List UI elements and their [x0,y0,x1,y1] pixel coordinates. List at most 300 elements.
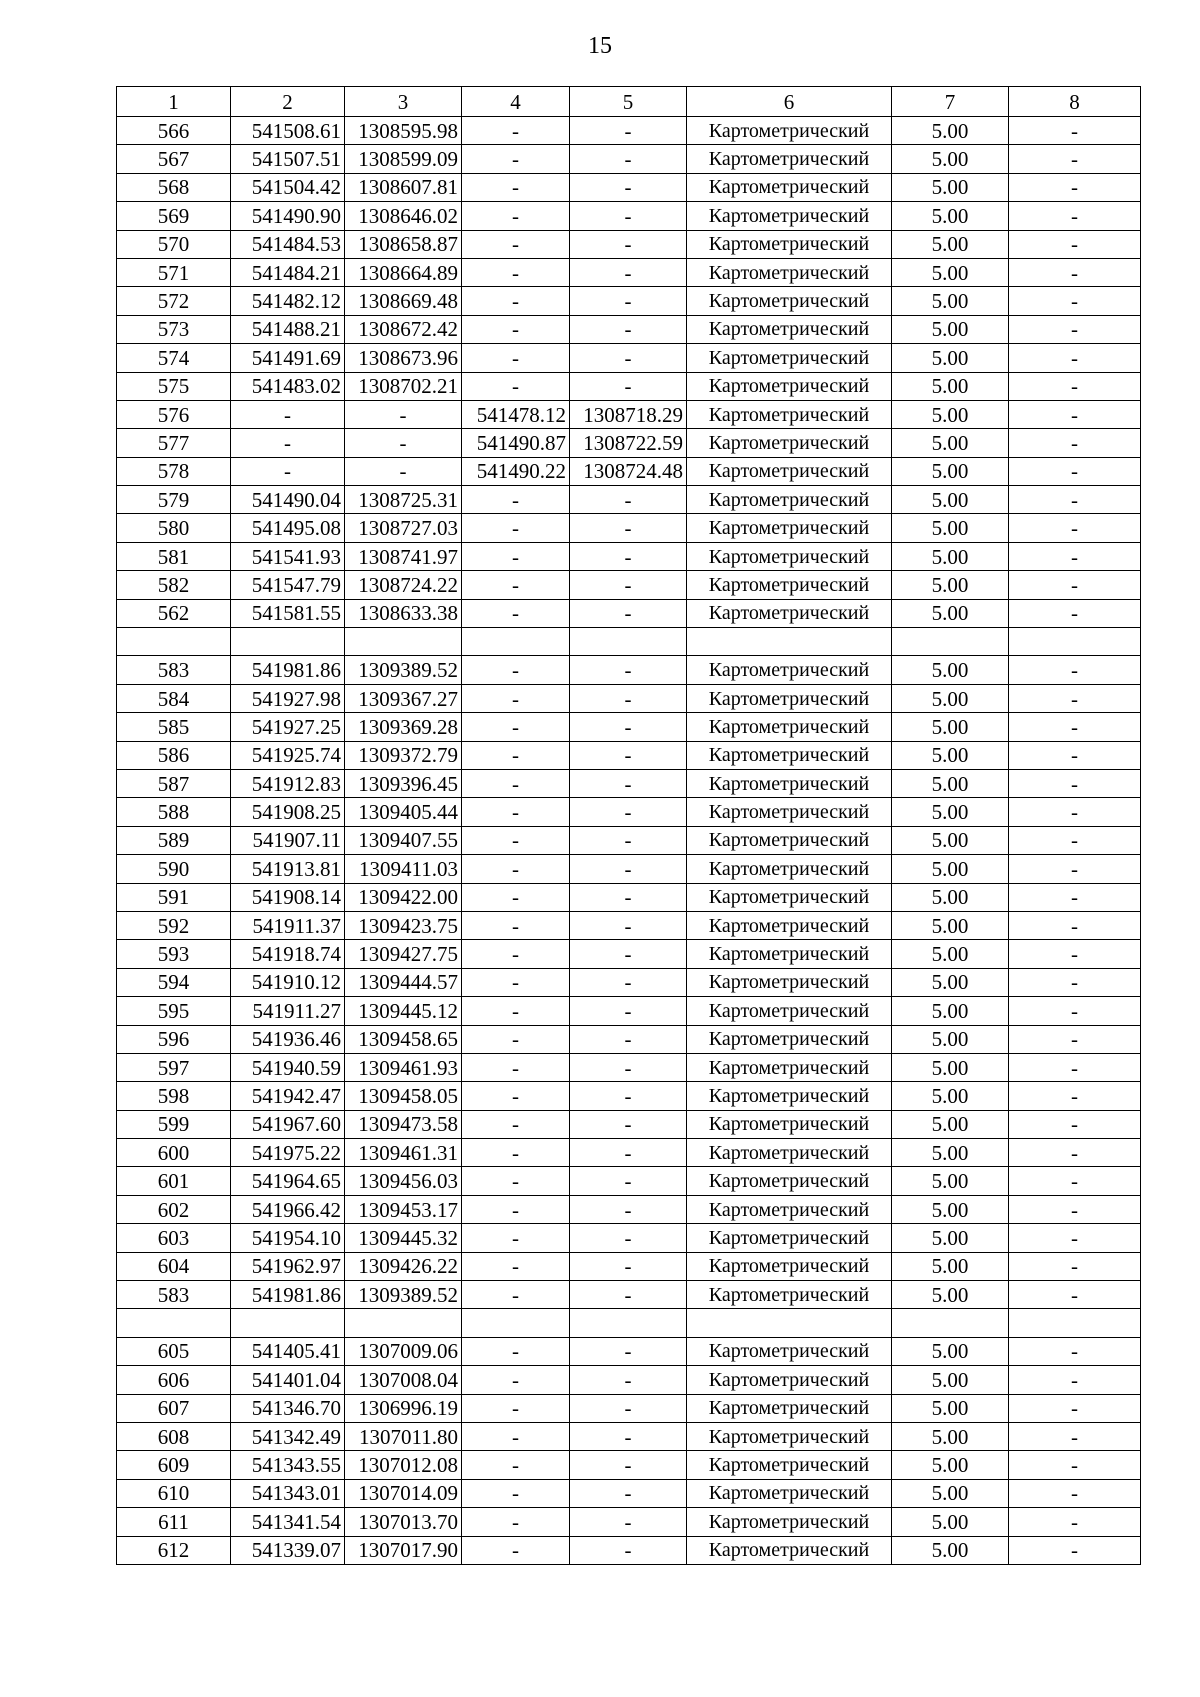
table-cell-col-3: 1308633.38 [345,599,462,627]
table-cell-col-4: - [462,315,570,343]
table-row [117,599,1141,627]
table-cell-col-8: - [1009,1110,1141,1138]
table-cell-col-8: - [1009,1508,1141,1536]
table-row [117,457,1141,485]
table-cell-col-8: - [1009,940,1141,968]
table-cell-col-8: - [1009,1082,1141,1110]
table-cell-col-7: 5.00 [892,826,1009,854]
table-cell-col-5: - [570,1252,687,1280]
table-cell-col-2: 541911.27 [231,997,345,1025]
table-cell-col-4: - [462,741,570,769]
table-row [117,258,1141,286]
table-cell-col-3: 1309473.58 [345,1110,462,1138]
table-cell-col-2: 541966.42 [231,1195,345,1223]
table-row [117,344,1141,372]
table-cell-col-3: 1309445.12 [345,997,462,1025]
table-cell-col-3 [345,628,462,656]
table-cell-col-2: 541954.10 [231,1224,345,1252]
table-cell-col-2: 541547.79 [231,571,345,599]
table-row [117,1366,1141,1394]
table-row [117,769,1141,797]
table-cell-col-6: Картометрический [687,344,892,372]
table-row [117,883,1141,911]
table-cell-col-5: - [570,258,687,286]
table-cell-col-1: 569 [117,202,231,230]
table-cell-col-4: 541490.22 [462,457,570,485]
table-cell-col-5: 1308718.29 [570,400,687,428]
table-row [117,741,1141,769]
table-cell-col-4: - [462,230,570,258]
table-cell-col-1: 601 [117,1167,231,1195]
table-cell-col-5: - [570,1337,687,1365]
table-cell-col-4: - [462,1139,570,1167]
table-row [117,315,1141,343]
table-cell-col-8: - [1009,202,1141,230]
table-cell-col-8: - [1009,145,1141,173]
table-row [117,1422,1141,1450]
table-cell-col-8: - [1009,599,1141,627]
table-row [117,1536,1141,1564]
table-cell-col-7: 5.00 [892,1167,1009,1195]
table-cell-col-7 [892,628,1009,656]
table-cell-col-6: Картометрический [687,1281,892,1309]
table-row [117,1082,1141,1110]
table-cell-col-1: 572 [117,287,231,315]
table-cell-col-8: - [1009,1536,1141,1564]
table-cell-col-4: - [462,1337,570,1365]
table-row [117,287,1141,315]
table-cell-col-5: - [570,117,687,145]
table-row [117,230,1141,258]
table-cell-col-5: - [570,514,687,542]
table-cell-col-7: 5.00 [892,769,1009,797]
table-cell-col-3: 1307012.08 [345,1451,462,1479]
table-cell-col-8: - [1009,1224,1141,1252]
table-cell-col-4: - [462,1451,570,1479]
table-cell-col-1: 582 [117,571,231,599]
table-cell-col-4: - [462,372,570,400]
table-row [117,514,1141,542]
table-cell-col-3: 1308702.21 [345,372,462,400]
table-cell-col-3: 1307017.90 [345,1536,462,1564]
table-cell-col-8 [1009,1309,1141,1337]
table-cell-col-8: - [1009,1252,1141,1280]
table-cell-col-7: 5.00 [892,1224,1009,1252]
table-cell-col-1: 598 [117,1082,231,1110]
table-cell-col-4: - [462,571,570,599]
table-row [117,486,1141,514]
table-cell-col-3: 1306996.19 [345,1394,462,1422]
table-cell-col-2: 541482.12 [231,287,345,315]
table-cell-col-8: - [1009,713,1141,741]
table-cell-col-3: 1309407.55 [345,826,462,854]
table-cell-col-6: Картометрический [687,315,892,343]
table-cell-col-8: - [1009,429,1141,457]
table-cell-col-3: 1309453.17 [345,1195,462,1223]
table-cell-col-1: 566 [117,117,231,145]
table-cell-col-6: Картометрический [687,173,892,201]
table-cell-col-4: - [462,1366,570,1394]
table-cell-col-2: 541940.59 [231,1053,345,1081]
table-cell-col-1: 571 [117,258,231,286]
table-cell-col-1: 589 [117,826,231,854]
table-cell-col-4: 541478.12 [462,400,570,428]
table-cell-col-6: Картометрический [687,741,892,769]
table-cell-col-6: Картометрический [687,1195,892,1223]
table-cell-col-4: - [462,1167,570,1195]
table-cell-col-6: Картометрический [687,1025,892,1053]
table-cell-col-2: 541405.41 [231,1337,345,1365]
table-cell-col-1: 585 [117,713,231,741]
table-cell-col-3: - [345,457,462,485]
column-header-4: 4 [462,87,570,117]
table-cell-col-8: - [1009,741,1141,769]
table-cell-col-6: Картометрический [687,1422,892,1450]
table-cell-col-7: 5.00 [892,883,1009,911]
table-cell-col-7: 5.00 [892,1110,1009,1138]
table-row [117,656,1141,684]
table-cell-col-8: - [1009,826,1141,854]
table-cell-col-2: 541967.60 [231,1110,345,1138]
table-cell-col-3: 1308673.96 [345,344,462,372]
table-cell-col-8: - [1009,542,1141,570]
table-cell-col-8: - [1009,1281,1141,1309]
table-cell-col-3: 1309372.79 [345,741,462,769]
table-cell-col-2: 541911.37 [231,911,345,939]
table-cell-col-7: 5.00 [892,684,1009,712]
table-cell-col-2: 541912.83 [231,769,345,797]
table-cell-col-7: 5.00 [892,656,1009,684]
table-cell-col-7: 5.00 [892,514,1009,542]
table-row [117,968,1141,996]
table-cell-col-1: 590 [117,855,231,883]
table-cell-col-4: - [462,1508,570,1536]
table-cell-col-2: 541491.69 [231,344,345,372]
table-cell-col-4: - [462,883,570,911]
table-cell-col-2: 541490.90 [231,202,345,230]
table-cell-col-5: - [570,997,687,1025]
table-cell-col-4: - [462,1536,570,1564]
table-cell-col-5: - [570,968,687,996]
table-cell-col-7: 5.00 [892,145,1009,173]
table-cell-col-7: 5.00 [892,1422,1009,1450]
table-cell-col-5: - [570,571,687,599]
table-cell-col-5: - [570,542,687,570]
table-cell-col-5: - [570,826,687,854]
table-cell-col-4: - [462,117,570,145]
table-cell-col-7: 5.00 [892,400,1009,428]
table-cell-col-1: 605 [117,1337,231,1365]
table-cell-col-7: 5.00 [892,798,1009,826]
table-cell-col-7: 5.00 [892,968,1009,996]
table-cell-col-6: Картометрический [687,855,892,883]
table-cell-col-7 [892,1309,1009,1337]
table-cell-col-5: - [570,1451,687,1479]
table-cell-col-3: 1308724.22 [345,571,462,599]
table-cell-col-7: 5.00 [892,1139,1009,1167]
table-cell-col-6: Картометрический [687,1252,892,1280]
table-cell-col-1: 584 [117,684,231,712]
table-cell-col-8: - [1009,1195,1141,1223]
table-cell-col-2: 541484.21 [231,258,345,286]
table-cell-col-1: 576 [117,400,231,428]
table-cell-col-2: 541927.25 [231,713,345,741]
table-row [117,202,1141,230]
table-cell-col-1: 597 [117,1053,231,1081]
table-cell-col-3: 1308658.87 [345,230,462,258]
table-cell-col-8: - [1009,372,1141,400]
table-cell-col-1: 587 [117,769,231,797]
table-cell-col-2: 541401.04 [231,1366,345,1394]
table-cell-col-4: - [462,769,570,797]
table-cell-col-4: - [462,599,570,627]
table-row [117,1167,1141,1195]
table-cell-col-3 [345,1309,462,1337]
table-cell-col-4: - [462,1252,570,1280]
table-cell-col-2: 541346.70 [231,1394,345,1422]
table-cell-col-6: Картометрический [687,457,892,485]
table-cell-col-1: 583 [117,1281,231,1309]
table-cell-col-4: - [462,1025,570,1053]
table-cell-col-1: 610 [117,1479,231,1507]
table-cell-col-8: - [1009,230,1141,258]
table-cell-col-5: - [570,1281,687,1309]
table-cell-col-2: 541483.02 [231,372,345,400]
table-cell-col-8: - [1009,798,1141,826]
table-cell-col-7: 5.00 [892,855,1009,883]
table-row [117,145,1141,173]
table-row [117,1508,1141,1536]
table-cell-col-7: 5.00 [892,599,1009,627]
table-cell-col-1: 603 [117,1224,231,1252]
table-cell-col-4: - [462,1422,570,1450]
table-cell-col-3: 1309369.28 [345,713,462,741]
table-row [117,429,1141,457]
table-cell-col-2: 541962.97 [231,1252,345,1280]
table-row [117,1337,1141,1365]
table-row [117,1025,1141,1053]
table-cell-col-4: - [462,968,570,996]
table-cell-col-2: 541918.74 [231,940,345,968]
table-cell-col-2: 541541.93 [231,542,345,570]
column-header-2: 2 [231,87,345,117]
table-cell-col-6: Картометрический [687,145,892,173]
table-cell-col-3: 1309423.75 [345,911,462,939]
table-cell-col-5: - [570,486,687,514]
table-cell-col-7: 5.00 [892,1394,1009,1422]
table-cell-col-4: - [462,1394,570,1422]
table-cell-col-6: Картометрический [687,1082,892,1110]
table-cell-col-2: 541910.12 [231,968,345,996]
table-cell-col-5 [570,628,687,656]
table-cell-col-3: - [345,400,462,428]
table-cell-col-8: - [1009,1053,1141,1081]
table-cell-col-2: 541490.04 [231,486,345,514]
table-cell-col-4: - [462,1195,570,1223]
table-row [117,1053,1141,1081]
table-cell-col-1: 595 [117,997,231,1025]
table-row [117,400,1141,428]
table-cell-col-8: - [1009,1337,1141,1365]
table-cell-col-4: - [462,173,570,201]
table-cell-col-1 [117,628,231,656]
table-cell-col-2: 541927.98 [231,684,345,712]
table-cell-col-2: 541495.08 [231,514,345,542]
table-cell-col-1: 604 [117,1252,231,1280]
table-row [117,1252,1141,1280]
table-row [117,1139,1141,1167]
table-cell-col-3: 1308599.09 [345,145,462,173]
table-cell-col-5: - [570,713,687,741]
table-cell-col-5: - [570,1366,687,1394]
table-cell-col-4: - [462,1479,570,1507]
table-row [117,798,1141,826]
table-cell-col-7: 5.00 [892,117,1009,145]
table-cell-col-8: - [1009,1366,1141,1394]
table-cell-col-5: - [570,1110,687,1138]
table-cell-col-7: 5.00 [892,457,1009,485]
table-cell-col-1: 607 [117,1394,231,1422]
table-cell-col-2: 541343.55 [231,1451,345,1479]
table-cell-col-5: - [570,798,687,826]
table-cell-col-8: - [1009,656,1141,684]
table-cell-col-4: - [462,1224,570,1252]
table-cell-col-5: - [570,855,687,883]
table-cell-col-5: - [570,1053,687,1081]
table-cell-col-2: 541913.81 [231,855,345,883]
table-cell-col-5: - [570,1508,687,1536]
table-cell-col-8: - [1009,1394,1141,1422]
table-row [117,826,1141,854]
table-row [117,571,1141,599]
table-cell-col-3: 1307008.04 [345,1366,462,1394]
table-cell-col-6: Картометрический [687,1224,892,1252]
table-cell-col-1: 574 [117,344,231,372]
table-cell-col-3: 1309396.45 [345,769,462,797]
table-cell-col-2: 541964.65 [231,1167,345,1195]
table-cell-col-4: - [462,1281,570,1309]
table-cell-col-3: 1308664.89 [345,258,462,286]
table-cell-col-1: 581 [117,542,231,570]
table-cell-col-6: Картометрический [687,1366,892,1394]
table-cell-col-7: 5.00 [892,1252,1009,1280]
table-cell-col-3: 1308607.81 [345,173,462,201]
table-row [117,542,1141,570]
table-cell-col-5: - [570,599,687,627]
table-cell-col-6: Картометрический [687,1508,892,1536]
table-cell-col-8: - [1009,287,1141,315]
table-cell-col-4: - [462,258,570,286]
table-cell-col-6: Картометрический [687,599,892,627]
table-cell-col-6: Картометрический [687,911,892,939]
table-cell-col-7: 5.00 [892,372,1009,400]
table-cell-col-3: 1308672.42 [345,315,462,343]
table-cell-col-5: - [570,145,687,173]
table-cell-col-2: 541581.55 [231,599,345,627]
table-cell-col-6 [687,1309,892,1337]
table-cell-col-7: 5.00 [892,940,1009,968]
table-cell-col-8: - [1009,1025,1141,1053]
table-cell-col-6: Картометрический [687,1479,892,1507]
table-cell-col-8: - [1009,1167,1141,1195]
table-cell-col-7: 5.00 [892,429,1009,457]
table-cell-col-1: 599 [117,1110,231,1138]
table-cell-col-6: Картометрический [687,542,892,570]
table-cell-col-2: 541936.46 [231,1025,345,1053]
table-cell-col-3: 1309461.31 [345,1139,462,1167]
table-cell-col-7: 5.00 [892,1508,1009,1536]
table-cell-col-6: Картометрический [687,287,892,315]
table-cell-col-6: Картометрический [687,1110,892,1138]
table-cell-col-6: Картометрический [687,826,892,854]
table-cell-col-6: Картометрический [687,1451,892,1479]
table-cell-col-3: 1309444.57 [345,968,462,996]
table-cell-col-4: - [462,202,570,230]
table-cell-col-7: 5.00 [892,258,1009,286]
table-cell-col-1: 596 [117,1025,231,1053]
table-cell-col-4: - [462,911,570,939]
table-cell-col-3: 1309445.32 [345,1224,462,1252]
table-cell-col-3: 1307014.09 [345,1479,462,1507]
table-cell-col-6: Картометрический [687,1337,892,1365]
table-cell-col-5: - [570,1479,687,1507]
table-cell-col-5: - [570,911,687,939]
table-cell-col-1: 612 [117,1536,231,1564]
table-row [117,1394,1141,1422]
table-cell-col-4: - [462,656,570,684]
table-cell-col-1: 600 [117,1139,231,1167]
table-cell-col-7: 5.00 [892,173,1009,201]
table-cell-col-3: 1309389.52 [345,1281,462,1309]
table-cell-col-7: 5.00 [892,997,1009,1025]
table-cell-col-2: 541343.01 [231,1479,345,1507]
column-header-1: 1 [117,87,231,117]
table-cell-col-8: - [1009,1451,1141,1479]
table-cell-col-8: - [1009,1422,1141,1450]
table-cell-col-6: Картометрический [687,514,892,542]
table-cell-col-6: Картометрический [687,713,892,741]
table-cell-col-8: - [1009,117,1141,145]
table-cell-col-5: - [570,1167,687,1195]
table-cell-col-1: 588 [117,798,231,826]
table-cell-col-6: Картометрический [687,684,892,712]
table-cell-col-6: Картометрический [687,258,892,286]
table-cell-col-7: 5.00 [892,542,1009,570]
table-cell-col-4: - [462,826,570,854]
table-cell-col-3: 1309427.75 [345,940,462,968]
table-cell-col-8: - [1009,486,1141,514]
table-cell-col-8: - [1009,769,1141,797]
table-cell-col-7: 5.00 [892,1053,1009,1081]
table-cell-col-8: - [1009,258,1141,286]
table-row [117,1281,1141,1309]
column-header-6: 6 [687,87,892,117]
table-cell-col-4: - [462,1110,570,1138]
column-header-3: 3 [345,87,462,117]
table-cell-col-5: - [570,769,687,797]
table-cell-col-5: - [570,883,687,911]
table-cell-col-2: 541339.07 [231,1536,345,1564]
table-cell-col-3: 1309461.93 [345,1053,462,1081]
table-cell-col-7: 5.00 [892,315,1009,343]
table-cell-col-3: 1309411.03 [345,855,462,883]
table-cell-col-7: 5.00 [892,1337,1009,1365]
table-cell-col-6: Картометрический [687,400,892,428]
table-row [117,713,1141,741]
table-cell-col-5: - [570,372,687,400]
table-cell-col-6: Картометрический [687,202,892,230]
table-cell-col-2: - [231,400,345,428]
